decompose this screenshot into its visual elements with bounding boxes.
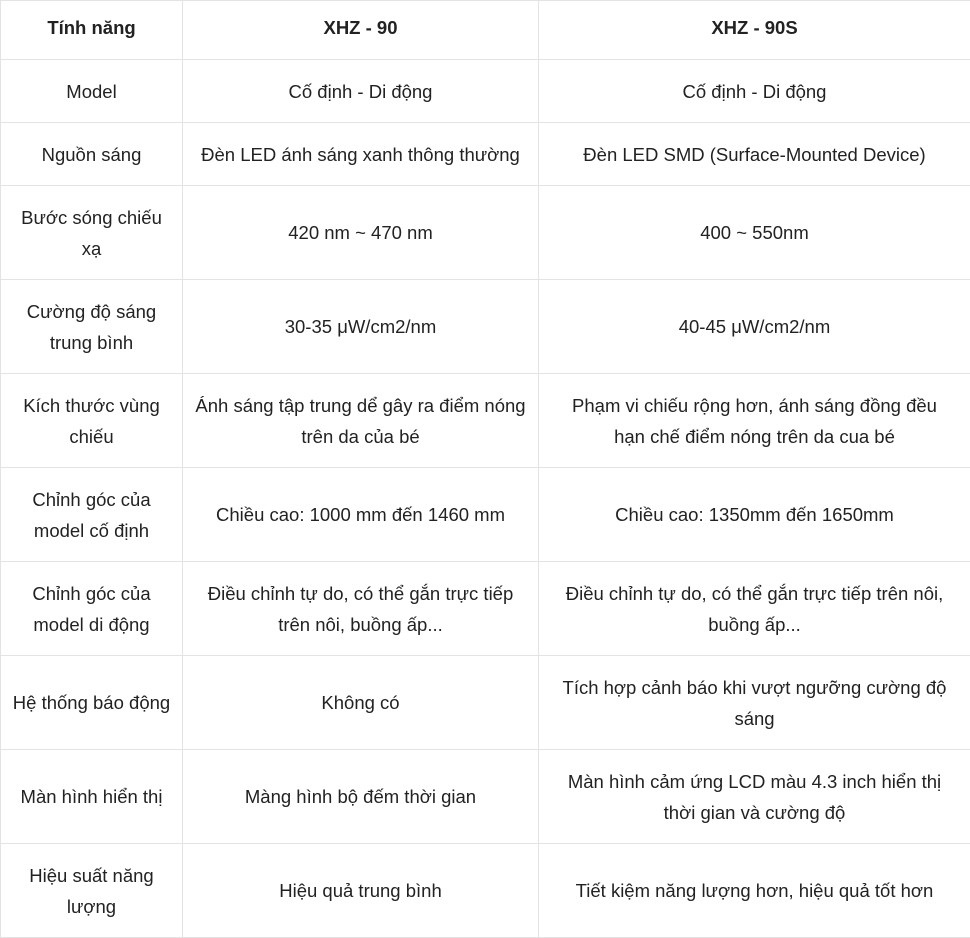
xhz-90-cell: 30-35 μW/cm2/nm <box>183 280 539 374</box>
xhz-90s-cell: Phạm vi chiếu rộng hơn, ánh sáng đồng đều hạn chế điểm nóng trên da cua bé <box>539 374 970 468</box>
table-row <box>1 60 970 123</box>
table-row <box>1 374 970 468</box>
xhz-90s-cell: 40-45 μW/cm2/nm <box>539 280 970 374</box>
xhz-90s-cell: Màn hình cảm ứng LCD màu 4.3 inch hiển thị thời gian và cường độ <box>539 750 970 844</box>
xhz-90s-cell: Cố định - Di động <box>539 60 970 123</box>
feature-cell: Màn hình hiển thị <box>1 750 183 844</box>
xhz-90s-cell: Đèn LED SMD (Surface-Mounted Device) <box>539 123 970 186</box>
xhz-90-cell: Hiệu quả trung bình <box>183 844 539 938</box>
table-row <box>1 280 970 374</box>
xhz-90s-cell: Tích hợp cảnh báo khi vượt ngưỡng cường độ sáng <box>539 656 970 750</box>
xhz-90-cell: Đèn LED ánh sáng xanh thông thường <box>183 123 539 186</box>
table-row <box>1 186 970 280</box>
table-row <box>1 562 970 656</box>
xhz-90s-cell: Tiết kiệm năng lượng hơn, hiệu quả tốt hơn <box>539 844 970 938</box>
feature-cell: Model <box>1 60 183 123</box>
table-row <box>1 750 970 844</box>
header-row <box>1 1 970 60</box>
feature-cell: Chỉnh góc của model di động <box>1 562 183 656</box>
feature-cell: Chỉnh góc của model cố định <box>1 468 183 562</box>
xhz-90-cell: 420 nm ~ 470 nm <box>183 186 539 280</box>
xhz-90s-cell: Chiều cao: 1350mm đến 1650mm <box>539 468 970 562</box>
table-row <box>1 844 970 938</box>
feature-cell: Nguồn sáng <box>1 123 183 186</box>
feature-cell: Bước sóng chiếu xạ <box>1 186 183 280</box>
xhz-90-cell: Chiều cao: 1000 mm đến 1460 mm <box>183 468 539 562</box>
table-row <box>1 123 970 186</box>
table-row <box>1 468 970 562</box>
feature-cell: Kích thước vùng chiếu <box>1 374 183 468</box>
feature-cell: Hệ thống báo động <box>1 656 183 750</box>
table-row <box>1 656 970 750</box>
feature-cell: Cường độ sáng trung bình <box>1 280 183 374</box>
header-xhz-90s: XHZ - 90S <box>539 1 970 60</box>
xhz-90-cell: Cố định - Di động <box>183 60 539 123</box>
xhz-90s-cell: 400 ~ 550nm <box>539 186 970 280</box>
header-xhz-90: XHZ - 90 <box>183 1 539 60</box>
header-feature: Tính năng <box>1 1 183 60</box>
feature-cell: Hiệu suất năng lượng <box>1 844 183 938</box>
xhz-90-cell: Không có <box>183 656 539 750</box>
xhz-90s-cell: Điều chỉnh tự do, có thể gắn trực tiếp trên nôi, buồng ấp... <box>539 562 970 656</box>
xhz-90-cell: Ánh sáng tập trung dể gây ra điểm nóng trên da của bé <box>183 374 539 468</box>
xhz-90-cell: Màng hình bộ đếm thời gian <box>183 750 539 844</box>
table-header <box>1 1 970 60</box>
xhz-90-cell: Điều chỉnh tự do, có thể gắn trực tiếp trên nôi, buồng ấp... <box>183 562 539 656</box>
table-body <box>1 60 970 938</box>
